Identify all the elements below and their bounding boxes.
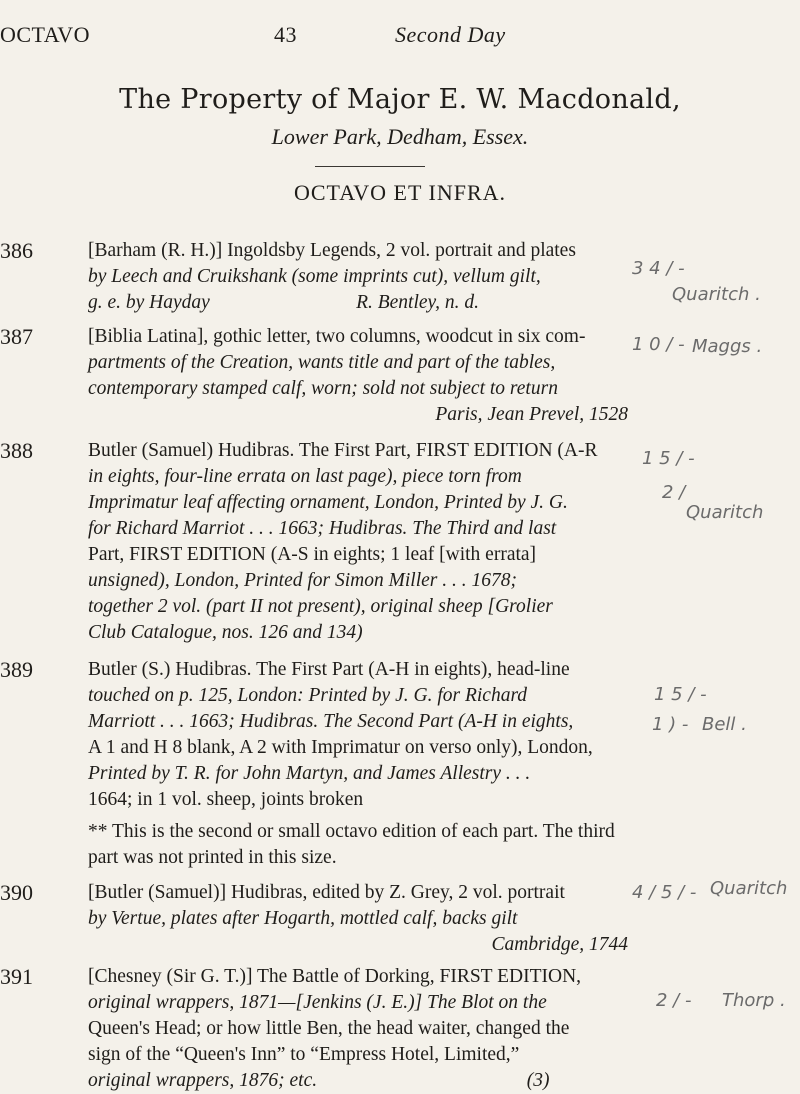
handwritten-buyer: Thorp .: [722, 990, 786, 1011]
lot-number: 387: [0, 324, 33, 349]
handwritten-price: 1 ) -: [652, 714, 689, 735]
lot-line: Printed by T. R. for John Martyn, and James Allestry . . .: [88, 763, 531, 784]
lot-line: contemporary stamped calf, worn; sold not subject to return: [88, 378, 558, 399]
section-heading: OCTAVO ET INFRA.: [293, 180, 507, 205]
lot-number: 391: [0, 964, 33, 989]
lot-line: sign of the “Queen's Inn” to “Empress Hotel, Limited,”: [88, 1044, 520, 1065]
handwritten-annotation: [632, 878, 797, 916]
handwritten-annotation: [632, 684, 797, 764]
lot-line: for Richard Marriot . . . 1663; Hudibras. The Third and last: [88, 518, 557, 539]
lot-line: in eights, four-line errata on last page), piece torn from: [88, 466, 522, 487]
lot-line: Part, FIRST EDITION (A-S in eights; 1 leaf [with errata]: [88, 544, 537, 565]
handwritten-annotation: [632, 330, 797, 364]
handwritten-buyer: Quaritch: [686, 502, 764, 523]
running-head-format: OCTAVO: [0, 22, 91, 47]
lot-description: [88, 657, 628, 813]
lot-number: 388: [0, 438, 33, 463]
handwritten-annotation: [632, 258, 797, 305]
lot-line: Imprimatur leaf affecting ornament, London, Printed by J. G.: [88, 492, 568, 513]
lot-description: [88, 964, 628, 1094]
lot-number: 386: [0, 238, 33, 263]
lot-line: partments of the Creation, wants title and part of the tables,: [88, 352, 556, 373]
lot-line: [Barham (R. H.)] Ingoldsby Legends, 2 vol. portrait and plates: [88, 240, 576, 261]
lot-line: touched on p. 125, London: Printed by J. G. for Richard: [88, 685, 528, 706]
lot-line: Butler (Samuel) Hudibras. The First Part, FIRST EDITION (A-R: [88, 440, 598, 461]
handwritten-annotation: [632, 990, 797, 1024]
lot-line: together 2 vol. (part II not present), original sheep [Grolier: [88, 596, 553, 617]
lot-number: 390: [0, 880, 33, 905]
lot-description: [88, 238, 628, 316]
divider-rule: [315, 166, 425, 167]
handwritten-price: 4 / 5 / -: [632, 882, 697, 903]
lot-line: Queen's Head; or how little Ben, the head waiter, changed the: [88, 1018, 570, 1039]
handwritten-buyer: Maggs .: [692, 336, 763, 357]
handwritten-price: 3 4 / -: [632, 258, 685, 279]
property-title: The Property of Major E. W. Macdonald,: [119, 84, 681, 115]
lot-line: Paris, Jean Prevel, 1528: [435, 404, 628, 425]
lot-line: unsigned), London, Printed for Simon Miller . . . 1678;: [88, 570, 517, 591]
lot-description: [88, 324, 628, 428]
lot-line: [Chesney (Sir G. T.)] The Battle of Dorking, FIRST EDITION,: [88, 966, 582, 987]
lot-line: Cambridge, 1744: [491, 934, 628, 955]
lot-line: Marriott . . . 1663; Hudibras. The Second Part (A-H in eights,: [88, 711, 574, 732]
handwritten-buyer: Quaritch: [710, 878, 788, 899]
lot-line: original wrappers, 1871—[Jenkins (J. E.)] The Blot on the: [88, 992, 547, 1013]
lot-line: by Leech and Cruikshank (some imprints cut), vellum gilt,: [88, 266, 541, 287]
handwritten-price: 1 5 / -: [654, 684, 707, 705]
lot-line: by Vertue, plates after Hogarth, mottled calf, backs gilt: [88, 908, 518, 929]
handwritten-buyer: Quaritch .: [672, 284, 761, 305]
lot-line: [Butler (Samuel)] Hudibras, edited by Z. Grey, 2 vol. portrait: [88, 882, 565, 903]
handwritten-price: 1 0 / -: [632, 334, 685, 355]
page-number: 43: [274, 22, 297, 47]
lot-line: g. e. by Hayday R. Bentley, n. d.: [88, 292, 479, 313]
lot-note: ** This is the second or small octavo edition of each part. The third part was not printed in this size.: [88, 821, 615, 868]
lot-line: A 1 and H 8 blank, A 2 with Imprimatur on verso only), London,: [88, 737, 593, 758]
lot-description: [88, 438, 628, 646]
handwritten-buyer: Bell .: [702, 714, 747, 735]
lot-line: Club Catalogue, nos. 126 and 134): [88, 622, 363, 643]
lot-description: [88, 880, 628, 958]
handwritten-price: 2 /: [662, 482, 686, 503]
handwritten-annotation: [632, 448, 797, 528]
running-head-day: Second Day: [395, 22, 506, 47]
lot-line: original wrappers, 1876; etc. (3): [88, 1070, 550, 1091]
lot-line: Butler (S.) Hudibras. The First Part (A-H in eights), head-line: [88, 659, 570, 680]
lot-number: 389: [0, 657, 33, 682]
property-subtitle: Lower Park, Dedham, Essex.: [271, 124, 529, 149]
running-head: [0, 22, 800, 52]
handwritten-price: 2 / -: [656, 990, 692, 1011]
handwritten-price: 1 5 / -: [642, 448, 695, 469]
lot-line: 1664; in 1 vol. sheep, joints broken: [88, 789, 364, 810]
lot-line: [Biblia Latina], gothic letter, two columns, woodcut in six com-: [88, 326, 586, 347]
